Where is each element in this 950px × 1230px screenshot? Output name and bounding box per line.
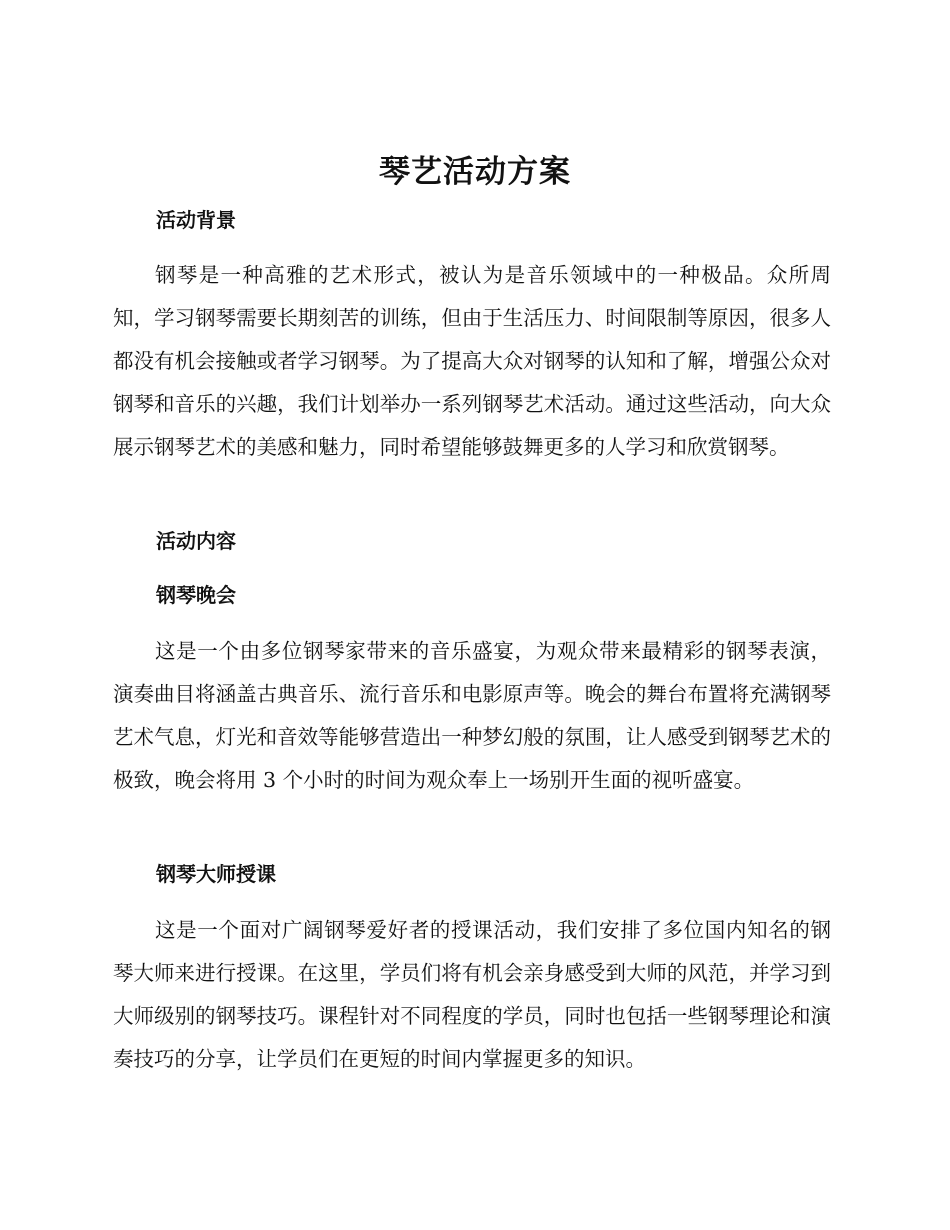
section-heading-background: 活动背景 bbox=[156, 208, 236, 232]
section-heading-masterclass: 钢琴大师授课 bbox=[156, 862, 276, 886]
document-title: 琴艺活动方案 bbox=[379, 154, 571, 190]
section-heading-concert: 钢琴晚会 bbox=[156, 583, 236, 607]
section-paragraph-background: 钢琴是一种高雅的艺术形式，被认为是音乐领域中的一种极品。众所周知，学习钢琴需要长期刻苦的训练，但由于生活压力、时间限制等原因，很多人都没有机会接触或者学习钢琴。为了提高大众对钢琴的认知和了解，增强公众对钢琴和音乐的兴趣，我们计划举办一系列钢琴艺术活动。通过这些活动，向大众展示钢琴艺术的美感和魅力，同时希望能够鼓舞更多的人学习和欣赏钢琴。 bbox=[113, 263, 831, 459]
section-paragraph-concert: 这是一个由多位钢琴家带来的音乐盛宴，为观众带来最精彩的钢琴表演，演奏曲目将涵盖古典音乐、流行音乐和电影原声等。晚会的舞台布置将充满钢琴艺术气息，灯光和音效等能够营造出一种梦幻般的氛围，让人感受到钢琴艺术的极致，晚会将用 3 个小时的时间为观众奉上一场别开生面的视听盛宴。 bbox=[113, 639, 831, 792]
section-heading-content: 活动内容 bbox=[156, 529, 236, 553]
section-paragraph-masterclass: 这是一个面对广阔钢琴爱好者的授课活动，我们安排了多位国内知名的钢琴大师来进行授课。在这里，学员们将有机会亲身感受到大师的风范，并学习到大师级别的钢琴技巧。课程针对不同程度的学员，同时也包括一些钢琴理论和演奏技巧的分享，让学员们在更短的时间内掌握更多的知识。 bbox=[113, 918, 831, 1071]
